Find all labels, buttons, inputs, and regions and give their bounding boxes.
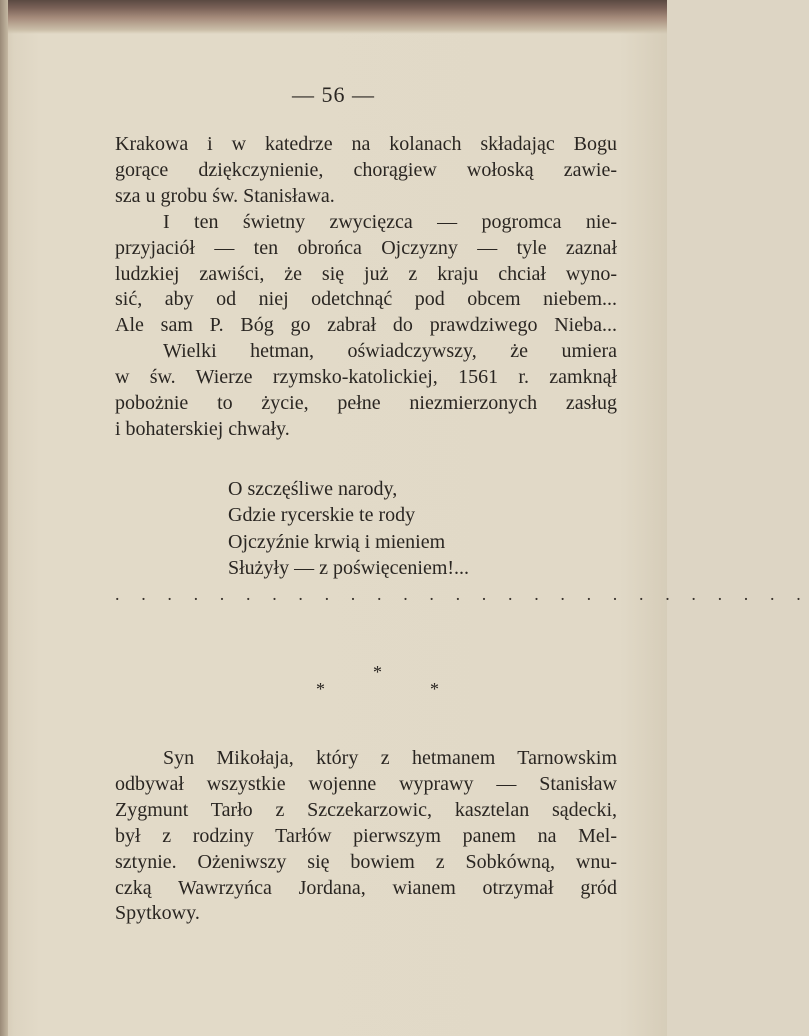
- poem-line: Gdzie rycerskie te rody: [228, 504, 416, 527]
- text-line: Krakowa i w katedrze na kolanach składając Bogu: [115, 133, 617, 155]
- poem-stanza: [228, 476, 469, 581]
- text-line: sztynie. Ożeniwszy się bowiem z Sobkówną, wnu-: [115, 850, 617, 873]
- paragraph-4: [115, 746, 617, 927]
- text-line: Ale sam P. Bóg go zabrał do prawdziwego Nieba...: [115, 314, 617, 337]
- text-line: gorące dziękczynienie, chorągiew wołoską zawie-: [115, 158, 617, 181]
- text-line: ludzkiej zawiści, że się już z kraju chciał wyno-: [115, 262, 617, 285]
- text-line: sić, aby od niej odetchnąć pod obcem niebem...: [115, 288, 617, 311]
- dotted-separator: . . . . . . . . . . . . . . . . . . . . . . . . . . .: [115, 584, 809, 604]
- poem-line: O szczęśliwe narody,: [228, 478, 398, 500]
- paragraph-3: [115, 339, 617, 443]
- poem-line: Służyły — z poświęceniem!...: [228, 556, 470, 579]
- text-line: I ten świetny zwycięzca — pogromca nie-: [163, 210, 617, 233]
- asterism-star-left: *: [316, 679, 325, 699]
- page-top-shadow: [0, 0, 667, 34]
- poem-line: Ojczyźnie krwią i mieniem: [228, 530, 446, 553]
- asterism-star-top: *: [373, 662, 382, 682]
- text-line: pobożnie to życie, pełne niezmierzonych zasług: [115, 392, 617, 414]
- page-number: — 56 —: [292, 82, 375, 107]
- text-line: sza u grobu św. Stanisława.: [115, 184, 335, 207]
- text-line: był z rodziny Tarłów pierwszym panem na Mel-: [115, 824, 617, 847]
- text-line: Syn Mikołaja, który z hetmanem Tarnowskim: [163, 747, 617, 769]
- page-binding-edge: [0, 0, 8, 1036]
- text-line: Spytkowy.: [115, 902, 200, 925]
- text-line: Zygmunt Tarło z Szczekarzowic, kasztelan sądecki,: [115, 798, 617, 821]
- text-line: przyjaciół — ten obrońca Ojczyzny — tyle zaznał: [115, 236, 617, 259]
- paragraph-2: [115, 210, 617, 340]
- text-line: Wielki hetman, oświadczywszy, że umiera: [163, 340, 617, 363]
- text-line: odbywał wszystkie wojenne wyprawy — Stanisław: [115, 772, 617, 795]
- paragraph-1: [115, 132, 617, 210]
- text-line: i bohaterskiej chwały.: [115, 417, 290, 440]
- text-line: czką Wawrzyńca Jordana, wianem otrzymał gród: [115, 876, 617, 899]
- asterism-star-right: *: [430, 679, 439, 699]
- text-line: w św. Wierze rzymsko-katolickiej, 1561 r. zamknął: [115, 366, 617, 389]
